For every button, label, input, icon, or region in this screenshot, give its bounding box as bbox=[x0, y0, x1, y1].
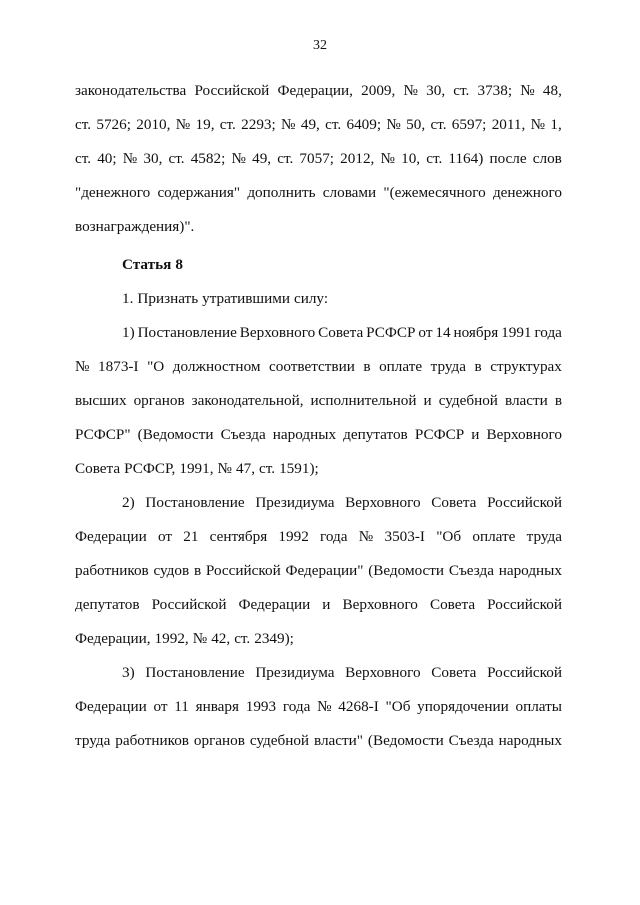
word: 1992, bbox=[154, 630, 189, 647]
word: года bbox=[320, 528, 348, 545]
word: ст. bbox=[430, 116, 447, 133]
text-line bbox=[75, 486, 562, 520]
word: 47, bbox=[236, 460, 256, 477]
text-line bbox=[75, 452, 562, 486]
word: исполнительной bbox=[310, 392, 417, 409]
word: денежного bbox=[492, 184, 562, 201]
word: 4582; bbox=[190, 150, 226, 167]
word: № bbox=[75, 358, 90, 375]
word: 40; bbox=[97, 150, 117, 167]
word: ст. bbox=[453, 82, 470, 99]
word: РСФСР bbox=[366, 324, 416, 341]
word: труда bbox=[75, 732, 111, 749]
word: соответствии bbox=[269, 358, 355, 375]
word: 14 bbox=[435, 324, 451, 341]
word: Верховного bbox=[239, 324, 316, 341]
word: народных bbox=[498, 732, 562, 749]
word: Федерации, bbox=[75, 630, 151, 647]
word: Российской bbox=[151, 596, 227, 613]
word: в bbox=[193, 562, 202, 579]
word: ст. bbox=[75, 150, 92, 167]
word: 2012, bbox=[340, 150, 375, 167]
word: Совета bbox=[75, 460, 121, 477]
text-line bbox=[75, 142, 562, 176]
word: (Ведомости bbox=[137, 426, 214, 443]
word: законодательства bbox=[75, 82, 187, 99]
word: (Ведомости bbox=[368, 562, 445, 579]
word: ст. bbox=[234, 630, 251, 647]
text-line bbox=[75, 350, 562, 384]
text-line bbox=[75, 384, 562, 418]
word: № bbox=[217, 460, 233, 477]
word: оплате bbox=[472, 528, 516, 545]
text-line bbox=[75, 108, 562, 142]
word: должностном bbox=[172, 358, 261, 375]
word: после bbox=[489, 150, 527, 167]
word: 49, bbox=[252, 150, 272, 167]
word: упорядочении bbox=[417, 698, 509, 715]
word: "О bbox=[147, 358, 165, 375]
word: № bbox=[403, 82, 418, 99]
word: Совета bbox=[431, 494, 477, 511]
word: 3) bbox=[122, 664, 135, 681]
word: 11 bbox=[174, 698, 189, 715]
word: "Об bbox=[385, 698, 411, 715]
text-line bbox=[75, 588, 562, 622]
word: Совета bbox=[431, 664, 477, 681]
word: 1991, bbox=[179, 460, 214, 477]
word: 21 bbox=[183, 528, 199, 545]
word: ст. bbox=[426, 150, 443, 167]
word: Президиума bbox=[255, 664, 335, 681]
word: № bbox=[122, 150, 138, 167]
word: 1991 bbox=[501, 324, 532, 341]
word: 48, bbox=[542, 82, 562, 99]
word: 42, bbox=[211, 630, 231, 647]
word: "(ежемесячного bbox=[383, 184, 486, 201]
word: 6409; bbox=[346, 116, 382, 133]
word: января bbox=[195, 698, 239, 715]
word: Федерации, bbox=[277, 82, 353, 99]
word: № bbox=[175, 116, 191, 133]
word: № bbox=[380, 150, 395, 167]
word: 10, bbox=[401, 150, 421, 167]
text-line bbox=[75, 282, 562, 316]
text-line bbox=[75, 690, 562, 724]
word: органов bbox=[133, 392, 185, 409]
word: № bbox=[231, 150, 246, 167]
word: труда bbox=[430, 358, 466, 375]
word: года bbox=[282, 698, 311, 715]
word: депутатов bbox=[75, 596, 140, 613]
text-line bbox=[75, 520, 562, 554]
word: слов bbox=[532, 150, 562, 167]
word: Статья bbox=[122, 256, 172, 273]
word: 49, bbox=[300, 116, 320, 133]
word: Российской bbox=[205, 562, 281, 579]
text-line bbox=[75, 316, 562, 350]
word: судебной bbox=[438, 392, 498, 409]
word: 2009, bbox=[361, 82, 396, 99]
word: законодательной, bbox=[191, 392, 304, 409]
word: 2293; bbox=[241, 116, 276, 133]
word: Российской bbox=[487, 664, 562, 681]
word: № bbox=[386, 116, 401, 133]
page-number: 32 bbox=[313, 38, 327, 53]
word: оплате bbox=[379, 358, 423, 375]
word: высших bbox=[75, 392, 127, 409]
word: 1) bbox=[122, 324, 135, 341]
text-line bbox=[75, 74, 562, 108]
word: 30, bbox=[426, 82, 446, 99]
word: 1992 bbox=[278, 528, 309, 545]
word: № bbox=[317, 698, 332, 715]
word: Федерации" bbox=[285, 562, 364, 579]
word: сентября bbox=[209, 528, 268, 545]
word: в bbox=[474, 358, 482, 375]
word: 50, bbox=[406, 116, 426, 133]
word: 2010, bbox=[136, 116, 171, 133]
word: 1873-I bbox=[98, 358, 139, 375]
text-line bbox=[75, 622, 562, 656]
word: в bbox=[363, 358, 371, 375]
word: Верховного bbox=[342, 596, 418, 613]
word: ст. bbox=[277, 150, 294, 167]
word: вознаграждения)". bbox=[75, 218, 195, 235]
word: работников bbox=[115, 732, 189, 749]
word: от bbox=[153, 698, 168, 715]
word: № bbox=[358, 528, 374, 545]
word: ст. bbox=[219, 116, 236, 133]
word: Постановление bbox=[145, 664, 245, 681]
word: дополнить bbox=[247, 184, 316, 201]
word: 1, bbox=[550, 116, 562, 133]
word: и bbox=[423, 392, 432, 409]
word: Российской bbox=[487, 494, 562, 511]
article-heading bbox=[75, 248, 562, 282]
word: от bbox=[418, 324, 433, 341]
text-line bbox=[75, 176, 562, 210]
word: Совета bbox=[429, 596, 476, 613]
word: РСФСР bbox=[414, 426, 465, 443]
word: 30, bbox=[143, 150, 163, 167]
word: словами bbox=[322, 184, 377, 201]
word: 4268-I bbox=[338, 698, 379, 715]
word: 6597; bbox=[451, 116, 487, 133]
word: власти bbox=[504, 392, 548, 409]
word: Верховного bbox=[486, 426, 562, 443]
word: № bbox=[192, 630, 208, 647]
word: Верховного bbox=[345, 664, 421, 681]
word: Съезда bbox=[448, 562, 494, 579]
word: Федерации bbox=[75, 528, 147, 545]
word: Верховного bbox=[345, 494, 421, 511]
text-line bbox=[75, 656, 562, 690]
word: структурах bbox=[490, 358, 562, 375]
word: РСФСР" bbox=[75, 426, 131, 443]
word: от bbox=[157, 528, 172, 545]
word: Съезда bbox=[448, 732, 494, 749]
word: судебной bbox=[249, 732, 310, 749]
word: работников bbox=[75, 562, 149, 579]
word: 19, bbox=[195, 116, 215, 133]
word: Федерации bbox=[238, 596, 311, 613]
word: года bbox=[534, 324, 562, 341]
word: 1591); bbox=[279, 460, 319, 477]
word: 2011, bbox=[491, 116, 526, 133]
word: силу: bbox=[293, 290, 329, 307]
word: Президиума bbox=[255, 494, 335, 511]
word: ст. bbox=[259, 460, 276, 477]
word: судов bbox=[153, 562, 190, 579]
word: 3503-I bbox=[384, 528, 425, 545]
word: № bbox=[520, 82, 535, 99]
word: народных bbox=[272, 426, 337, 443]
text-line bbox=[75, 210, 562, 244]
word: 1164) bbox=[448, 150, 484, 167]
document-body bbox=[75, 74, 562, 758]
word: ноября bbox=[453, 324, 499, 341]
word: и bbox=[322, 596, 331, 613]
word: и bbox=[471, 426, 480, 443]
word: № bbox=[281, 116, 296, 133]
word: Российской bbox=[487, 596, 562, 613]
word: труда bbox=[526, 528, 562, 545]
word: 1. bbox=[122, 290, 134, 307]
word: "Об bbox=[436, 528, 462, 545]
word: Постановление bbox=[145, 494, 245, 511]
text-line bbox=[75, 724, 562, 758]
word: Признать bbox=[137, 290, 199, 307]
word: Федерации bbox=[75, 698, 147, 715]
word: 2349); bbox=[254, 630, 294, 647]
word: 8 bbox=[175, 256, 183, 273]
word: депутатов bbox=[343, 426, 408, 443]
word: власти" bbox=[313, 732, 363, 749]
word: ст. bbox=[75, 116, 92, 133]
word: Российской bbox=[194, 82, 270, 99]
word: Съезда bbox=[220, 426, 266, 443]
text-line bbox=[75, 418, 562, 452]
word: содержания" bbox=[157, 184, 241, 201]
word: органов bbox=[193, 732, 245, 749]
word: (Ведомости bbox=[367, 732, 444, 749]
word: 5726; bbox=[96, 116, 131, 133]
word: народных bbox=[498, 562, 562, 579]
word: ст. bbox=[325, 116, 342, 133]
word: "денежного bbox=[75, 184, 151, 201]
word: Постановление bbox=[137, 324, 237, 341]
word: № bbox=[530, 116, 546, 133]
word: РСФСР, bbox=[124, 460, 176, 477]
word: утратившими bbox=[202, 290, 290, 307]
word: 2) bbox=[122, 494, 135, 511]
word: 7057; bbox=[299, 150, 335, 167]
text-line bbox=[75, 554, 562, 588]
word: Совета bbox=[318, 324, 364, 341]
word: 3738; bbox=[477, 82, 513, 99]
word: в bbox=[554, 392, 562, 409]
word: 1993 bbox=[245, 698, 277, 715]
word: оплаты bbox=[515, 698, 562, 715]
word: ст. bbox=[168, 150, 185, 167]
